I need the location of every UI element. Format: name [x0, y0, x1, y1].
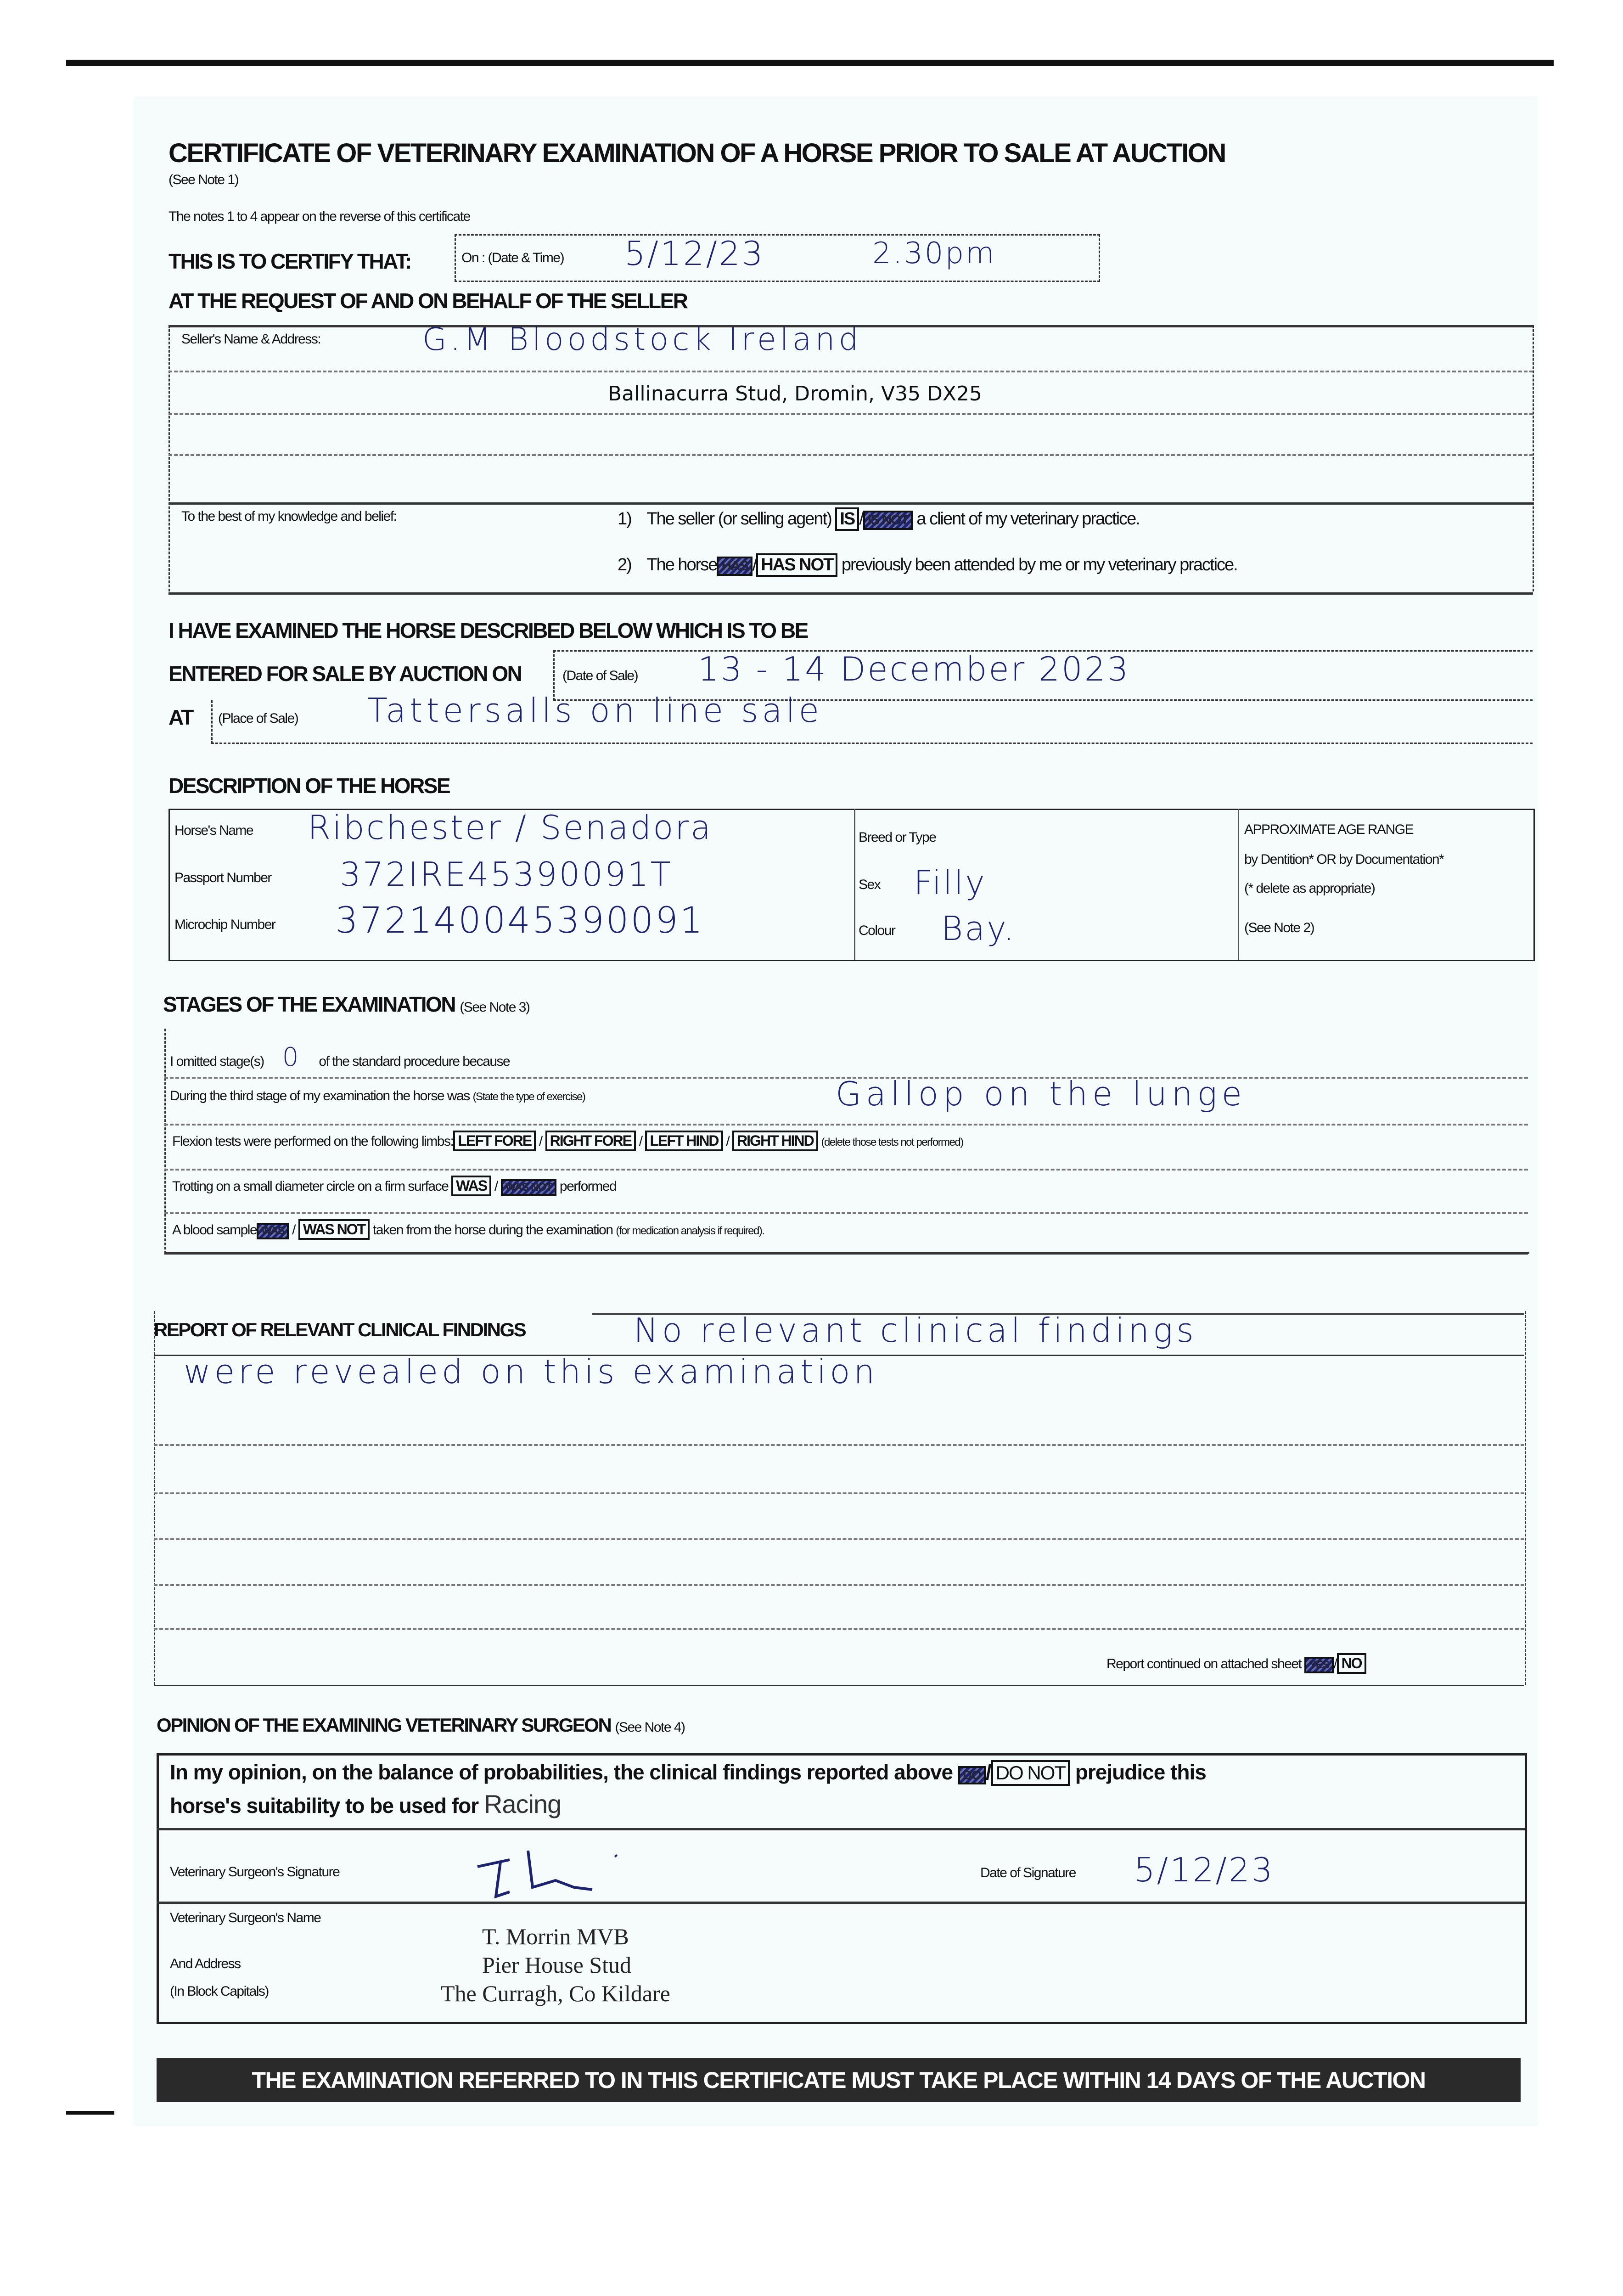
- sale-date-label: (Date of Sale): [562, 668, 638, 683]
- colour-label: Colour: [859, 923, 895, 938]
- passport-label: Passport Number: [174, 870, 271, 885]
- age-see-note: (See Note 2): [1244, 920, 1314, 935]
- third-stage-row: [170, 1088, 585, 1104]
- option-yes-struck[interactable]: YES: [1304, 1657, 1334, 1673]
- age-range-title: APPROXIMATE AGE RANGE: [1244, 822, 1414, 837]
- omitted-stages-row: [170, 1042, 510, 1072]
- hint: (State the type of exercise): [472, 1091, 585, 1103]
- knowledge-label: To the best of my knowledge and belief:: [181, 509, 397, 524]
- statement-text: previously been attended by me or my veterinary practice.: [841, 555, 1237, 574]
- statement-2: [618, 553, 1237, 577]
- seller-box: [168, 325, 1534, 591]
- item-number: 2): [618, 555, 631, 574]
- signature-date: 5/12/23: [1134, 1851, 1275, 1889]
- item-number: 1): [618, 509, 631, 529]
- horse-name-label: Horse's Name: [174, 823, 253, 838]
- option-is[interactable]: IS: [835, 507, 859, 531]
- colour-value: Bay.: [941, 909, 1016, 948]
- sale-place: Tattersalls on line sale: [367, 691, 823, 730]
- request-heading: AT THE REQUEST OF AND ON BEHALF OF THE SELLER: [168, 289, 687, 313]
- option-is-not-struck[interactable]: IS NOT: [863, 511, 913, 530]
- seller-address: Ballinacurra Stud, Dromin, V35 DX25: [608, 382, 983, 405]
- option-do-not[interactable]: DO NOT: [991, 1760, 1070, 1786]
- label: Report continued on attached sheet: [1106, 1656, 1302, 1671]
- seller-name: G.M Bloodstock Ireland: [422, 321, 862, 358]
- see-note-4: (See Note 4): [615, 1720, 685, 1735]
- omitted-stages-value: 0: [282, 1042, 301, 1072]
- option-no[interactable]: NO: [1337, 1653, 1366, 1674]
- microchip-label: Microchip Number: [174, 917, 275, 932]
- certify-label: THIS IS TO CERTIFY THAT:: [168, 249, 411, 273]
- surgeon-address-2: The Curragh, Co Kildare: [441, 1981, 670, 2006]
- report-continued-row: Report continued on attached sheet YES / NO: [1106, 1653, 1366, 1674]
- top-border: [66, 60, 1554, 66]
- horse-name: Ribchester / Senadora: [308, 808, 713, 847]
- stages-heading: [163, 992, 529, 1017]
- sex-value: Filly: [914, 863, 987, 902]
- seller-label: Seller's Name & Address:: [181, 332, 321, 347]
- intended-use: Racing: [483, 1790, 562, 1818]
- option-has-not[interactable]: HAS NOT: [756, 553, 837, 577]
- option-left-hind[interactable]: LEFT HIND: [645, 1131, 723, 1151]
- statement-text: The seller (or selling agent): [646, 509, 831, 529]
- examined-heading: I HAVE EXAMINED THE HORSE DESCRIBED BELOW WHICH IS TO BE: [168, 619, 808, 642]
- label: A blood sample: [172, 1222, 257, 1238]
- label: of the standard procedure because: [319, 1054, 510, 1069]
- option-right-fore[interactable]: RIGHT FORE: [545, 1131, 636, 1151]
- microchip-number: 372140045390091: [335, 900, 705, 941]
- sale-date: 13 - 14 December 2023: [698, 650, 1130, 688]
- report-line-2: were revealed on this examination: [184, 1352, 879, 1391]
- breed-label: Breed or Type: [859, 830, 936, 845]
- see-note-3: (See Note 3): [460, 1000, 530, 1015]
- label: prejudice this: [1075, 1760, 1206, 1784]
- age-range-options: by Dentition* OR by Documentation*: [1244, 852, 1444, 867]
- signature-label: Veterinary Surgeon's Signature: [170, 1864, 340, 1880]
- label: Flexion tests were performed on the following limbs:: [172, 1134, 454, 1149]
- label: During the third stage of my examination the horse was: [170, 1088, 470, 1103]
- passport-number: 372IRE45390091T: [340, 855, 673, 894]
- label: performed: [559, 1179, 617, 1194]
- trotting-row: Trotting on a small diameter circle on a firm surface WAS / WAS NOT performed: [172, 1176, 616, 1196]
- opinion-title: OPINION OF THE EXAMINING VETERINARY SURGEON: [157, 1714, 611, 1736]
- signature-image: [468, 1841, 689, 1906]
- option-left-fore[interactable]: LEFT FORE: [453, 1131, 536, 1151]
- hint: (delete those tests not performed): [821, 1136, 963, 1148]
- address-label: And Address: [170, 1956, 241, 1971]
- date-time-label: On : (Date & Time): [461, 250, 564, 265]
- separator: /: [752, 555, 757, 574]
- see-note-1: (See Note 1): [168, 172, 239, 187]
- opinion-statement: In my opinion, on the balance of probabilities, the clinical findings reported above DO / DO NOT prejudice this: [170, 1760, 1206, 1786]
- exercise-type: Gallop on the lunge: [836, 1075, 1247, 1113]
- statement-text: a client of my veterinary practice.: [916, 509, 1140, 529]
- statement-text: The horse: [646, 555, 717, 574]
- margin-mark: [66, 2111, 114, 2115]
- surgeon-address-1: Pier House Stud: [482, 1952, 631, 1978]
- blood-sample-row: A blood sample WAS / WAS NOT taken from the horse during the examination (for medication analysis if required).: [172, 1219, 764, 1240]
- sale-place-label: (Place of Sale): [218, 711, 298, 726]
- surgeon-name-label: Veterinary Surgeon's Name: [170, 1910, 321, 1925]
- certificate-title: CERTIFICATE OF VETERINARY EXAMINATION OF A HORSE PRIOR TO SALE AT AUCTION: [168, 138, 1225, 168]
- exam-date: 5/12/23: [624, 234, 765, 273]
- label: taken from the horse during the examination: [373, 1222, 613, 1238]
- description-heading: DESCRIPTION OF THE HORSE: [168, 774, 450, 798]
- flexion-row: Flexion tests were performed on the following limbs: LEFT FORE / RIGHT FORE / LEFT HIND / RIGHT HIND (delete those tests not performed): [172, 1131, 963, 1151]
- option-do-struck[interactable]: DO: [958, 1766, 986, 1784]
- footer-banner: THE EXAMINATION REFERRED TO IN THIS CERTIFICATE MUST TAKE PLACE WITHIN 14 DAYS OF THE AUCTION: [157, 2058, 1521, 2102]
- label: In my opinion, on the balance of probabilities, the clinical findings reported above: [170, 1760, 953, 1784]
- label: I omitted stage(s): [170, 1054, 264, 1069]
- stages-title: STAGES OF THE EXAMINATION: [163, 992, 455, 1016]
- signature-date-label: Date of Signature: [980, 1865, 1076, 1880]
- notes-line: The notes 1 to 4 appear on the reverse of this certificate: [168, 209, 470, 224]
- surgeon-name: T. Morrin MVB: [482, 1924, 629, 1949]
- statement-1: [618, 507, 1140, 531]
- option-right-hind[interactable]: RIGHT HIND: [732, 1131, 818, 1151]
- suitability-row: [170, 1789, 561, 1819]
- exam-time: 2.30pm: [872, 236, 996, 270]
- label: Trotting on a small diameter circle on a firm surface: [172, 1179, 449, 1194]
- block-capitals-label: (In Block Capitals): [170, 1984, 269, 1999]
- option-was-not[interactable]: WAS NOT: [298, 1219, 370, 1240]
- label: horse's suitability to be used for: [170, 1794, 479, 1818]
- hint: (for medication analysis if required).: [616, 1225, 764, 1237]
- age-delete-note: (* delete as appropriate): [1244, 881, 1375, 896]
- report-line-1: No relevant clinical findings: [634, 1311, 1197, 1350]
- sex-label: Sex: [859, 877, 881, 892]
- entered-label: ENTERED FOR SALE BY AUCTION ON: [168, 662, 522, 686]
- option-was-struck[interactable]: WAS: [257, 1223, 289, 1239]
- opinion-heading: [157, 1714, 685, 1736]
- separator: /: [859, 509, 863, 529]
- report-heading: REPORT OF RELEVANT CLINICAL FINDINGS: [154, 1319, 526, 1340]
- at-label: AT: [168, 705, 193, 729]
- option-was-not-struck[interactable]: WAS NOT: [501, 1179, 557, 1196]
- option-has-struck[interactable]: HAS: [717, 557, 752, 576]
- option-was[interactable]: WAS: [451, 1176, 491, 1196]
